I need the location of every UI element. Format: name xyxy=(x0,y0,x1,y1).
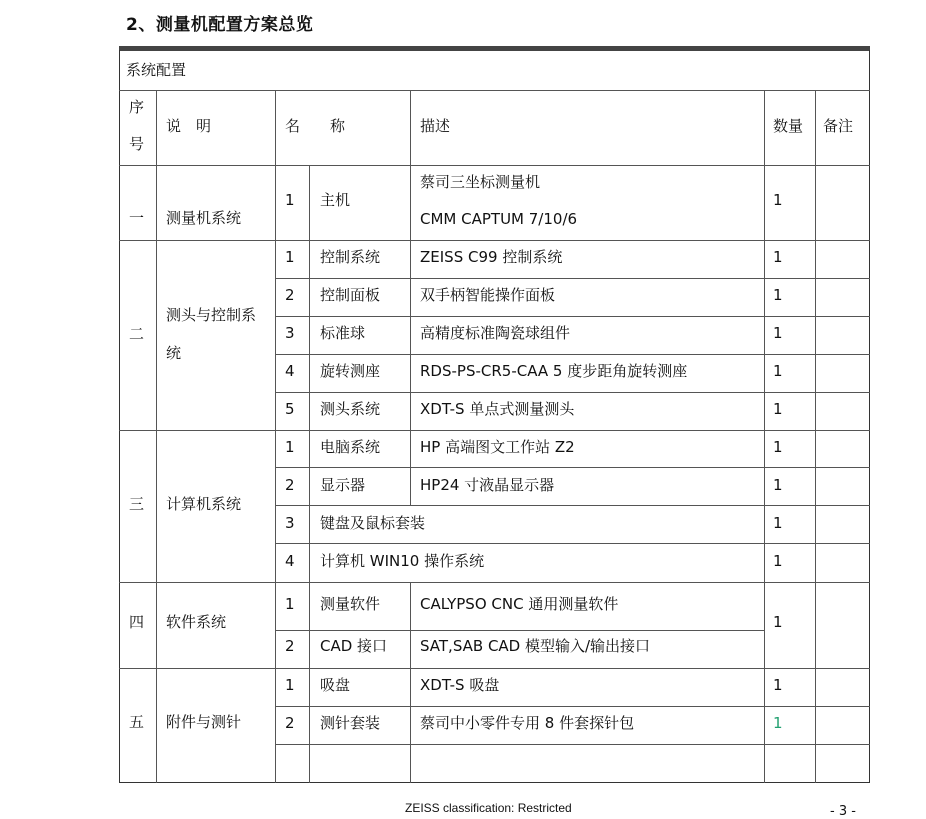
row-detail: RDS-PS-CR5-CAA 5 度步距角旋转测座 xyxy=(420,362,688,380)
row-detail: 蔡司中小零件专用 8 件套探针包 xyxy=(420,714,635,732)
row-no: 1 xyxy=(285,676,295,694)
group-seq: 一 xyxy=(129,209,145,227)
row-no: 1 xyxy=(285,248,295,266)
header-seq: 号 xyxy=(129,135,145,153)
rule xyxy=(156,90,157,783)
row-qty: 1 xyxy=(773,613,783,631)
row-name: 测量软件 xyxy=(320,595,381,613)
row-name: CAD 接口 xyxy=(320,637,388,655)
row-name: 电脑系统 xyxy=(320,438,381,456)
row-no: 4 xyxy=(285,362,295,380)
group-label: 软件系统 xyxy=(166,613,227,631)
group-label: 测头与控制系 xyxy=(166,306,257,324)
row-no: 4 xyxy=(285,552,295,570)
row-name: 计算机 WIN10 操作系统 xyxy=(320,552,485,570)
row-name: 吸盘 xyxy=(320,676,351,694)
row-name: 控制面板 xyxy=(320,286,381,304)
header-desc: 说 明 xyxy=(166,117,212,135)
row-no: 1 xyxy=(285,595,295,613)
rule xyxy=(276,316,870,317)
rule xyxy=(276,354,870,355)
row-detail: CALYPSO CNC 通用测量软件 xyxy=(420,595,619,613)
group-seq: 五 xyxy=(129,713,145,731)
rule xyxy=(276,467,870,468)
section-heading: 2、测量机配置方案总览 xyxy=(126,15,314,35)
row-detail: 高精度标准陶瓷球组件 xyxy=(420,324,571,342)
rule xyxy=(276,706,870,707)
rule xyxy=(276,278,870,279)
row-no: 3 xyxy=(285,514,295,532)
row-qty: 1 xyxy=(773,191,783,209)
header-note: 备注 xyxy=(823,117,854,135)
rule xyxy=(276,744,870,745)
row-name: 测针套装 xyxy=(320,714,381,732)
row-qty: 1 xyxy=(773,400,783,418)
header-name: 名 称 xyxy=(285,117,346,135)
rule xyxy=(764,90,765,783)
row-name: 测头系统 xyxy=(320,400,381,418)
rule xyxy=(309,165,310,783)
row-name: 键盘及鼠标套装 xyxy=(320,514,426,532)
group-seq: 四 xyxy=(129,613,145,631)
row-name: 旋转测座 xyxy=(320,362,381,380)
row-qty: 1 xyxy=(773,676,783,694)
row-qty: 1 xyxy=(773,438,783,456)
group-label: 附件与测针 xyxy=(166,713,242,731)
row-qty: 1 xyxy=(773,324,783,342)
rule xyxy=(119,165,870,166)
header-detail: 描述 xyxy=(420,117,451,135)
rule xyxy=(815,90,816,783)
row-name: 标准球 xyxy=(320,324,366,342)
group-label: 测量机系统 xyxy=(166,209,242,227)
row-qty: 1 xyxy=(773,514,783,532)
row-no: 2 xyxy=(285,637,295,655)
rule xyxy=(119,582,870,583)
row-no: 2 xyxy=(285,714,295,732)
row-no: 1 xyxy=(285,438,295,456)
row-detail: 蔡司三坐标测量机 xyxy=(420,173,541,191)
rule xyxy=(119,668,870,669)
row-name: 控制系统 xyxy=(320,248,381,266)
row-no: 5 xyxy=(285,400,295,418)
row-name: 主机 xyxy=(320,191,351,209)
row-no: 2 xyxy=(285,286,295,304)
row-detail: XDT-S 单点式测量测头 xyxy=(420,400,575,418)
group-label: 统 xyxy=(166,344,182,362)
row-qty-highlight: 1 xyxy=(773,714,783,732)
row-qty: 1 xyxy=(773,286,783,304)
rule xyxy=(276,392,870,393)
row-detail: CMM CAPTUM 7/10/6 xyxy=(420,210,578,228)
row-detail: 双手柄智能操作面板 xyxy=(420,286,556,304)
group-seq: 二 xyxy=(129,325,145,343)
group-seq: 三 xyxy=(129,495,145,513)
rule xyxy=(410,582,411,783)
row-no: 1 xyxy=(285,191,295,209)
row-no: 3 xyxy=(285,324,295,342)
rule xyxy=(276,505,870,506)
page-number: - 3 - xyxy=(830,804,856,819)
row-qty: 1 xyxy=(773,552,783,570)
rule xyxy=(119,90,870,91)
rule xyxy=(119,430,870,431)
row-detail: HP24 寸液晶显示器 xyxy=(420,476,555,494)
rule xyxy=(119,240,870,241)
classification-footer: ZEISS classification: Restricted xyxy=(405,801,572,815)
row-detail: ZEISS C99 控制系统 xyxy=(420,248,563,266)
rule xyxy=(410,90,411,505)
row-detail: XDT-S 吸盘 xyxy=(420,676,500,694)
row-qty: 1 xyxy=(773,362,783,380)
rule xyxy=(276,630,765,631)
header-seq: 序 xyxy=(129,98,145,116)
row-detail: HP 高端图文工作站 Z2 xyxy=(420,438,575,456)
row-no: 2 xyxy=(285,476,295,494)
row-detail: SAT,SAB CAD 模型输入/输出接口 xyxy=(420,637,651,655)
row-name: 显示器 xyxy=(320,476,366,494)
table-section-title: 系统配置 xyxy=(126,61,187,79)
header-qty: 数量 xyxy=(773,117,804,135)
rule xyxy=(276,543,870,544)
row-qty: 1 xyxy=(773,248,783,266)
rule xyxy=(275,90,276,783)
group-label: 计算机系统 xyxy=(166,495,242,513)
row-qty: 1 xyxy=(773,476,783,494)
